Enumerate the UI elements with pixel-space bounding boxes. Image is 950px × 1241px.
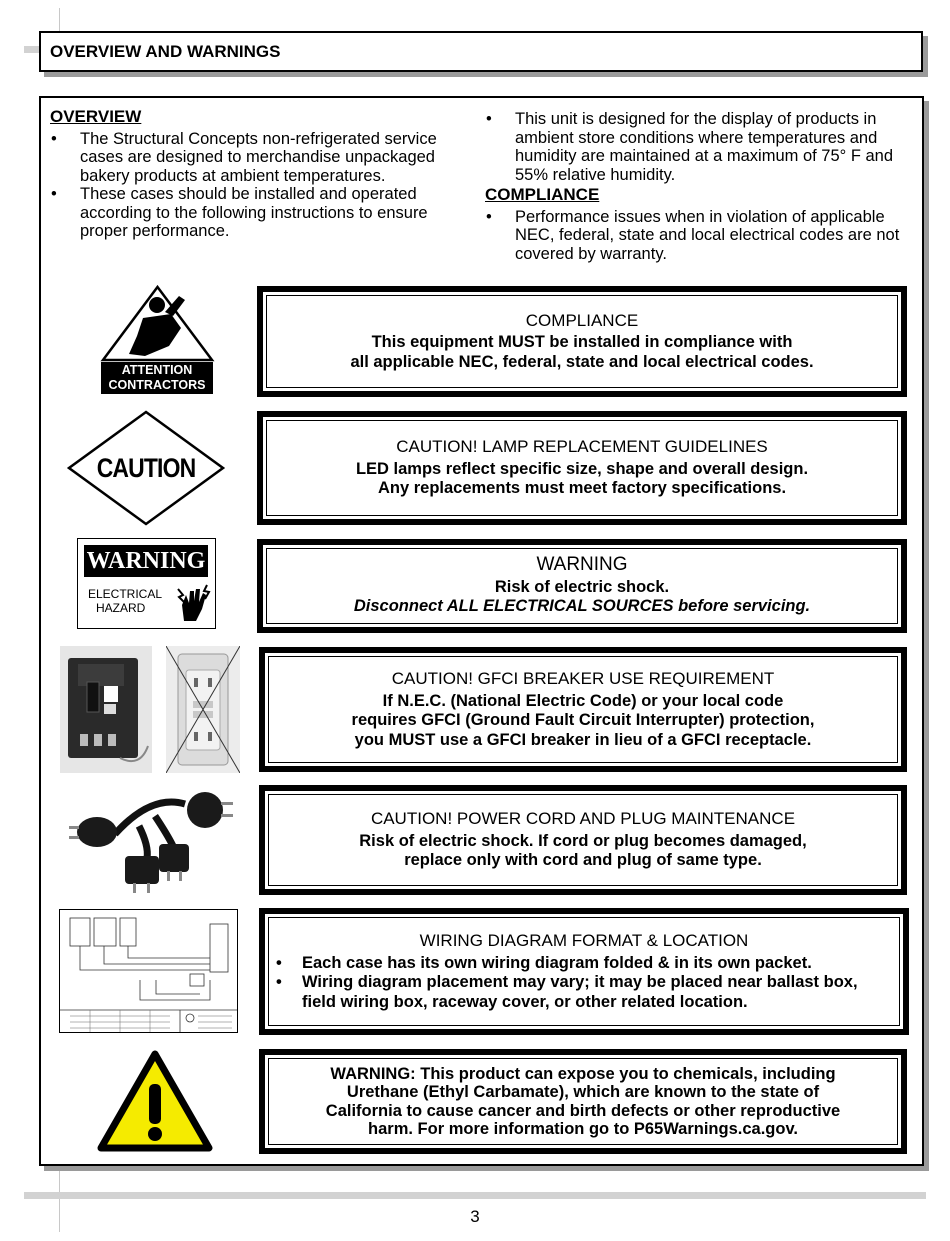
shock-hand-icon <box>176 583 212 623</box>
caution-icon <box>67 410 225 526</box>
notice-title: CAUTION! POWER CORD AND PLUG MAINTENANCE <box>370 809 796 829</box>
list-item: • This unit is designed for the display of products in ambient store conditions where temperatures and humidity are maintained at a maximum of 75° F and 55% relative humidity. <box>485 110 910 184</box>
notice-text: harm. For more information go to P65Warnings.ca.gov. <box>368 1120 798 1138</box>
list-item: • Performance issues when in violation of applicable NEC, federal, state and local electrical codes are not covered by warranty. <box>485 208 910 264</box>
notice-text: Risk of electric shock. <box>494 577 670 596</box>
page-margin-line-top <box>59 8 60 32</box>
notice-lamp-replacement <box>257 411 907 525</box>
page-title: OVERVIEW AND WARNINGS <box>50 42 281 61</box>
notice-title: WARNING <box>536 554 628 576</box>
wiring-diagram-thumbnail <box>59 909 238 1033</box>
notice-text: all applicable NEC, federal, state and local electrical codes. <box>350 352 814 371</box>
notice-text: Risk of electric shock. If cord or plug becomes damaged, <box>359 831 807 850</box>
list-item: • The Structural Concepts non-refrigerated service cases are designed to merchandise unpackaged bakery products at ambient temperatures. <box>50 130 470 186</box>
notice-text: requires GFCI (Ground Fault Circuit Interrupter) protection, <box>351 711 815 729</box>
power-cord-photo <box>55 786 241 898</box>
notice-text: Urethane (Ethyl Carbamate), which are known to the state of <box>346 1083 820 1101</box>
wiring-notes-list <box>269 954 899 1013</box>
header-rule-left <box>24 46 40 53</box>
gfci-receptacle-photo <box>166 646 240 773</box>
notice-electric-shock <box>257 539 907 633</box>
notice-prop65 <box>259 1049 907 1154</box>
caution-label: CAUTION <box>96 453 196 483</box>
attention-label: ATTENTION CONTRACTORS <box>101 362 213 394</box>
page-header <box>39 31 923 72</box>
notice-text: Any replacements must meet factory specifications. <box>377 479 787 498</box>
compliance-title: COMPLIANCE <box>485 185 600 204</box>
footer-rule <box>24 1192 926 1199</box>
content-frame <box>39 96 924 1166</box>
gfci-breaker-photo <box>60 646 152 773</box>
list-item: • Wiring diagram placement may vary; it may be placed near ballast box, field wiring box, raceway cover, or other related location. <box>275 973 879 1012</box>
notice-text: you MUST use a GFCI breaker in lieu of a GFCI receptacle. <box>354 730 812 749</box>
notice-title: COMPLIANCE <box>525 310 639 330</box>
notice-title: CAUTION! GFCI BREAKER USE REQUIREMENT <box>391 669 775 688</box>
warning-triangle-icon <box>97 1050 213 1154</box>
electrical-hazard-text: ELECTRICAL HAZARD <box>88 587 163 615</box>
notice-text: California to cause cancer and birth defects or other reproductive <box>325 1101 841 1120</box>
attention-contractors-icon <box>99 284 216 396</box>
notice-text: This equipment MUST be installed in compliance with <box>371 333 793 352</box>
ambient-list <box>485 110 910 184</box>
compliance-list <box>485 208 910 264</box>
notice-gfci-breaker <box>259 647 907 772</box>
notice-compliance <box>257 286 907 397</box>
notice-text: If N.E.C. (National Electric Code) or your local code <box>382 691 784 710</box>
list-item: • Each case has its own wiring diagram folded & in its own packet. <box>275 954 879 974</box>
notice-title: CAUTION! LAMP REPLACEMENT GUIDELINES <box>396 437 768 457</box>
overview-title: OVERVIEW <box>50 107 142 126</box>
notice-text: Disconnect ALL ELECTRICAL SOURCES before servicing. <box>353 597 811 616</box>
overview-column <box>50 108 470 241</box>
notice-text: WARNING: This product can expose you to chemicals, including <box>330 1064 836 1083</box>
notice-text: replace only with cord and plug of same type. <box>404 851 762 870</box>
notice-wiring-diagram <box>259 908 909 1035</box>
electrical-hazard-icon <box>77 538 216 629</box>
warning-label: WARNING <box>84 545 208 577</box>
list-item: • These cases should be installed and operated according to the following instructions to ensure proper performance. <box>50 185 470 241</box>
notice-title: WIRING DIAGRAM FORMAT & LOCATION <box>419 931 749 950</box>
notice-text: LED lamps reflect specific size, shape and overall design. <box>355 459 809 478</box>
page-number: 3 <box>470 1207 480 1226</box>
notice-power-cord <box>259 785 907 895</box>
right-column <box>485 110 910 263</box>
overview-list <box>50 130 470 241</box>
